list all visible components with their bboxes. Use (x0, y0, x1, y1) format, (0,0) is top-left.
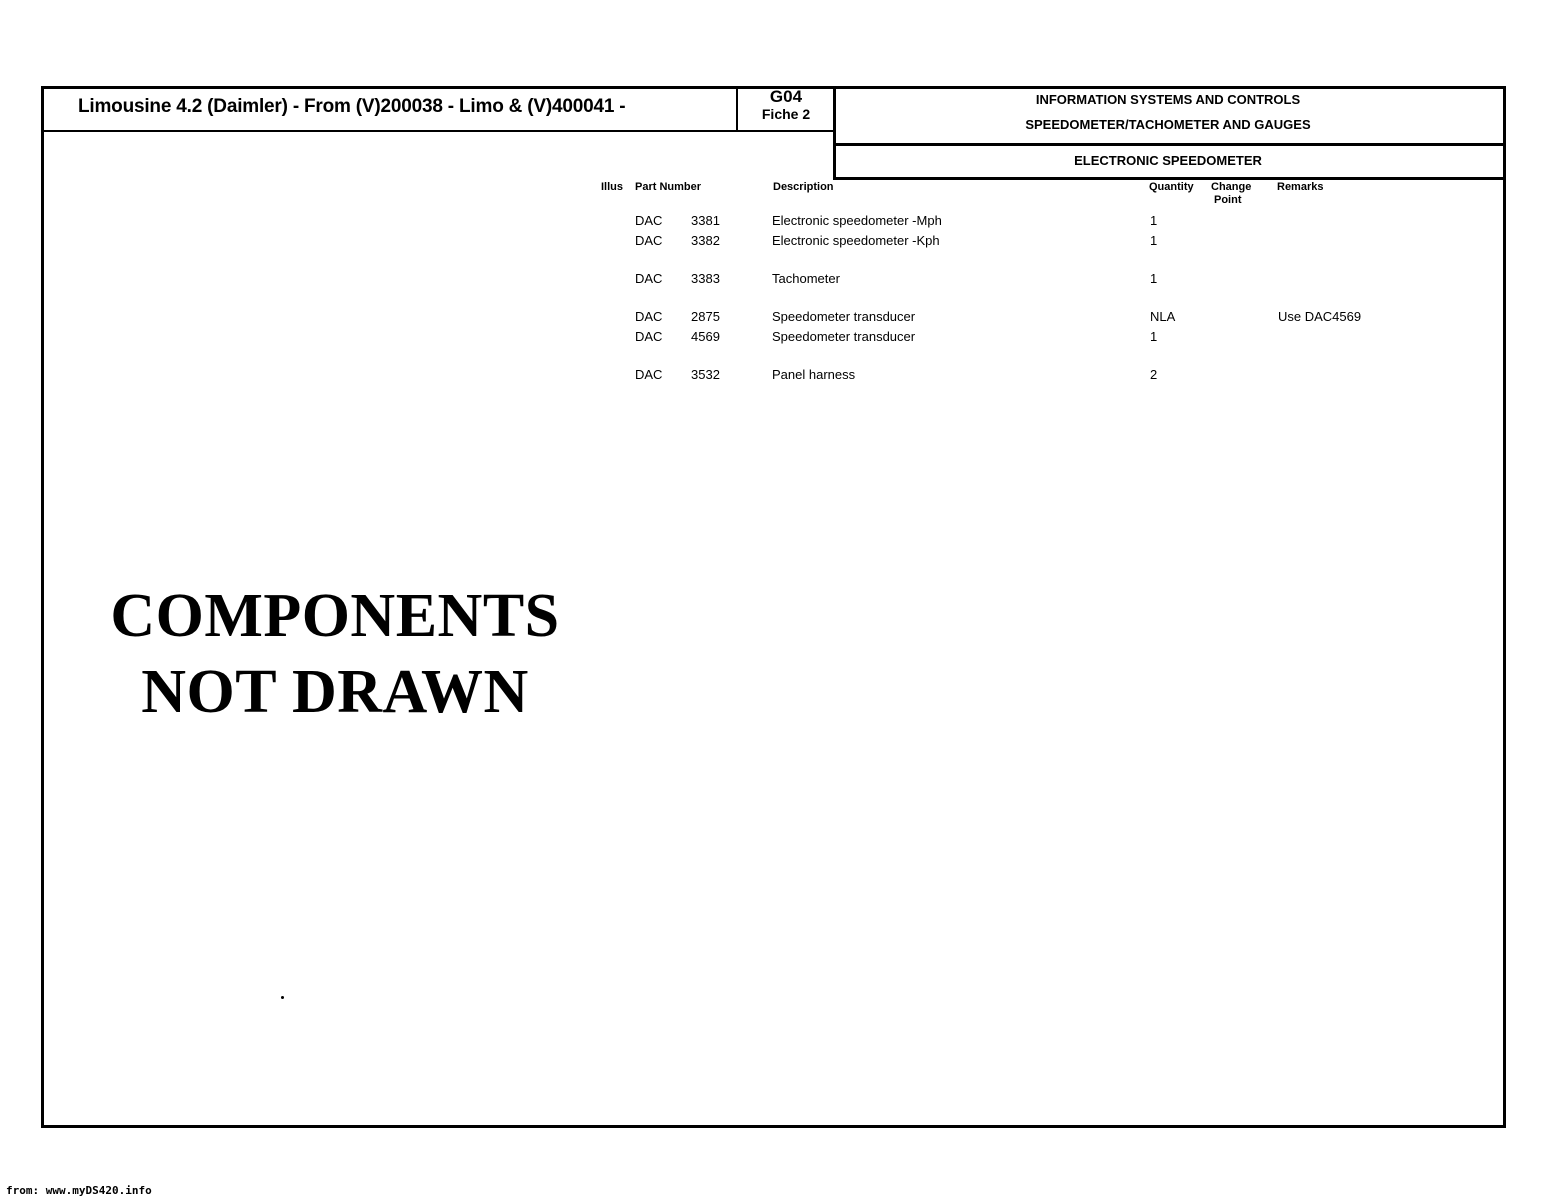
col-change-point-line1: Change (1211, 181, 1252, 193)
part-prefix: DAC (635, 309, 663, 324)
part-description: Electronic speedometer -Mph (772, 213, 942, 228)
col-part-number: Part Number (635, 181, 702, 193)
col-illus: Illus (601, 181, 624, 193)
section-subtitle: SPEEDOMETER/TACHOMETER AND GAUGES (1025, 117, 1311, 132)
part-description: Electronic speedometer -Kph (772, 233, 940, 248)
stray-dot (281, 996, 284, 999)
fiche-number: Fiche 2 (761, 106, 811, 122)
col-quantity: Quantity (1149, 181, 1194, 193)
part-number: 3383 (691, 271, 720, 286)
part-number: 4569 (691, 329, 720, 344)
group-code: G04 (769, 87, 803, 106)
components-not-drawn-notice (60, 578, 610, 730)
part-prefix: DAC (635, 213, 663, 228)
part-prefix: DAC (635, 271, 663, 286)
part-quantity: 1 (1150, 213, 1158, 228)
part-number: 3532 (691, 367, 720, 382)
part-quantity: 2 (1150, 367, 1158, 382)
part-quantity: 1 (1150, 233, 1158, 248)
part-quantity: 1 (1150, 329, 1158, 344)
col-description: Description (773, 181, 834, 193)
part-number: 3382 (691, 233, 720, 248)
part-prefix: DAC (635, 329, 663, 344)
part-remarks: Use DAC4569 (1278, 309, 1362, 324)
model-title: Limousine 4.2 (Daimler) - From (V)200038 - Limo & (V)400041 - (78, 96, 626, 117)
notice-line-2: NOT DRAWN (141, 658, 529, 726)
col-change-point (1211, 181, 1251, 207)
part-description: Speedometer transducer (772, 309, 916, 324)
notice-line-1: COMPONENTS (110, 582, 560, 650)
part-quantity: NLA (1150, 309, 1176, 324)
subsection-title: ELECTRONIC SPEEDOMETER (1074, 153, 1262, 168)
part-description: Speedometer transducer (772, 329, 916, 344)
section-divider (833, 143, 1503, 146)
part-number: 2875 (691, 309, 720, 324)
part-quantity: 1 (1150, 271, 1158, 286)
header-divider (41, 130, 836, 132)
part-description: Tachometer (772, 271, 840, 286)
part-number: 3381 (691, 213, 720, 228)
section-title: INFORMATION SYSTEMS AND CONTROLS (1035, 92, 1301, 107)
source-footer: from: www.myDS420.info (6, 1184, 152, 1197)
col-change-point-line2: Point (1214, 194, 1242, 206)
part-prefix: DAC (635, 367, 663, 382)
col-remarks: Remarks (1277, 181, 1324, 193)
part-description: Panel harness (772, 367, 856, 382)
group-code-box (738, 88, 834, 122)
subsection-divider (833, 177, 1503, 180)
part-prefix: DAC (635, 233, 663, 248)
